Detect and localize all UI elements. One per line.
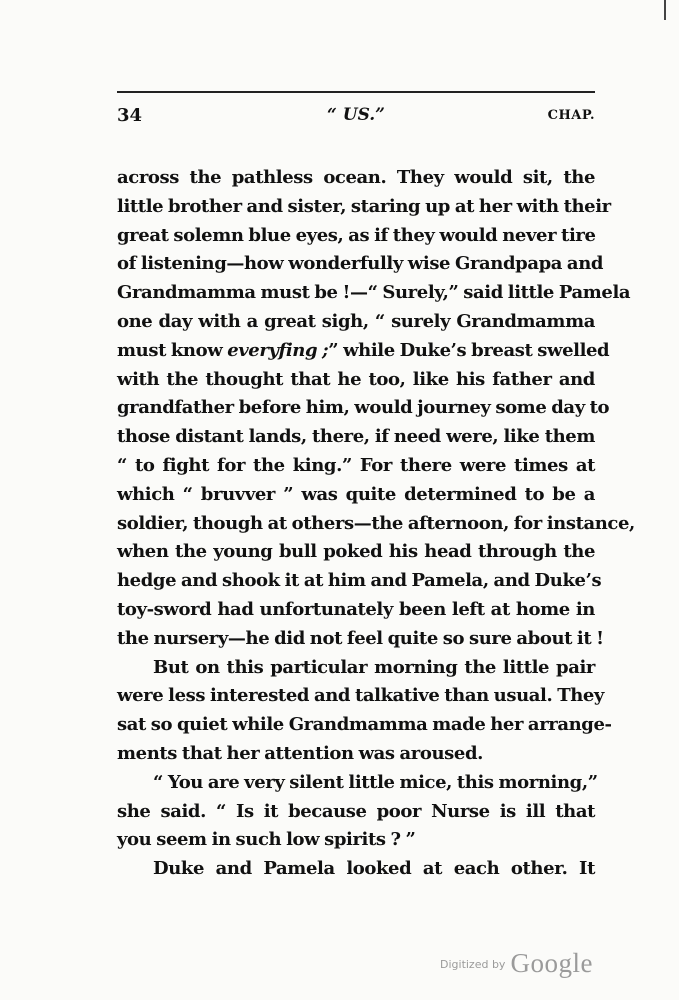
running-title: “ US.” (327, 105, 385, 125)
watermark-prefix: Digitized by (440, 958, 506, 971)
text-line: hedge and shook it at him and Pamela, and Duke’s (117, 570, 602, 592)
text-line: Duke and Pamela looked at each other. It (153, 858, 595, 880)
text-line: you seem in such low spirits ? ” (117, 829, 416, 851)
text-line: little brother and sister, staring up at her with their (117, 195, 611, 217)
text-line: great solemn blue eyes, as if they would never tire (117, 224, 596, 246)
text-line: soldier, though at others—the afternoon, for instance, (117, 512, 635, 534)
text-line: “ to fight for the king.” For there were times at (117, 454, 595, 476)
chapter-label: CHAP. (547, 108, 595, 123)
google-logo: Google (510, 948, 594, 978)
body-text (117, 164, 635, 884)
text-line: one day with a great sigh, “ surely Grandmamma (117, 310, 595, 332)
text-line: sat so quiet while Grandmamma made her arrange- (117, 714, 612, 736)
page-header (117, 105, 595, 131)
google-watermark (440, 948, 593, 982)
text-line: with the thought that he too, like his father and (117, 368, 595, 390)
emphasized-word: everyfing ; (227, 339, 329, 361)
text-line: “ You are very silent little mice, this morning,” (153, 771, 598, 793)
text-line: the nursery—he did not feel quite so sure about it ! (117, 627, 604, 649)
text-line: when the young bull poked his head through the (117, 541, 595, 563)
text-line: But on this particular morning the little pair (153, 656, 595, 678)
edge-mark (664, 0, 666, 20)
text-line: of listening—how wonderfully wise Grandpapa and (117, 253, 604, 275)
text-line: Grandmamma must be !—“ Surely,” said little Pamela (117, 282, 631, 304)
text-line: were less interested and talkative than usual. They (117, 685, 604, 707)
text-line: toy-sword had unfortunately been left at home in (117, 598, 595, 620)
text-line: ments that her attention was aroused. (117, 742, 484, 764)
text-line-end: ” while Duke’s breast swelled (328, 339, 610, 361)
page-number: 34 (117, 105, 143, 126)
text-line: those distant lands, there, if need were, like them (117, 426, 595, 448)
text-line (117, 337, 610, 366)
header-rule (117, 91, 595, 93)
text-line: which “ bruvver ” was quite determined to be a (117, 483, 595, 505)
text-line-start: must know (117, 339, 228, 361)
text-line: she said. “ Is it because poor Nurse is ill that (117, 800, 595, 822)
text-line: across the pathless ocean. They would sit, the (117, 167, 595, 188)
text-line: grandfather before him, would journey some day to (117, 397, 610, 419)
